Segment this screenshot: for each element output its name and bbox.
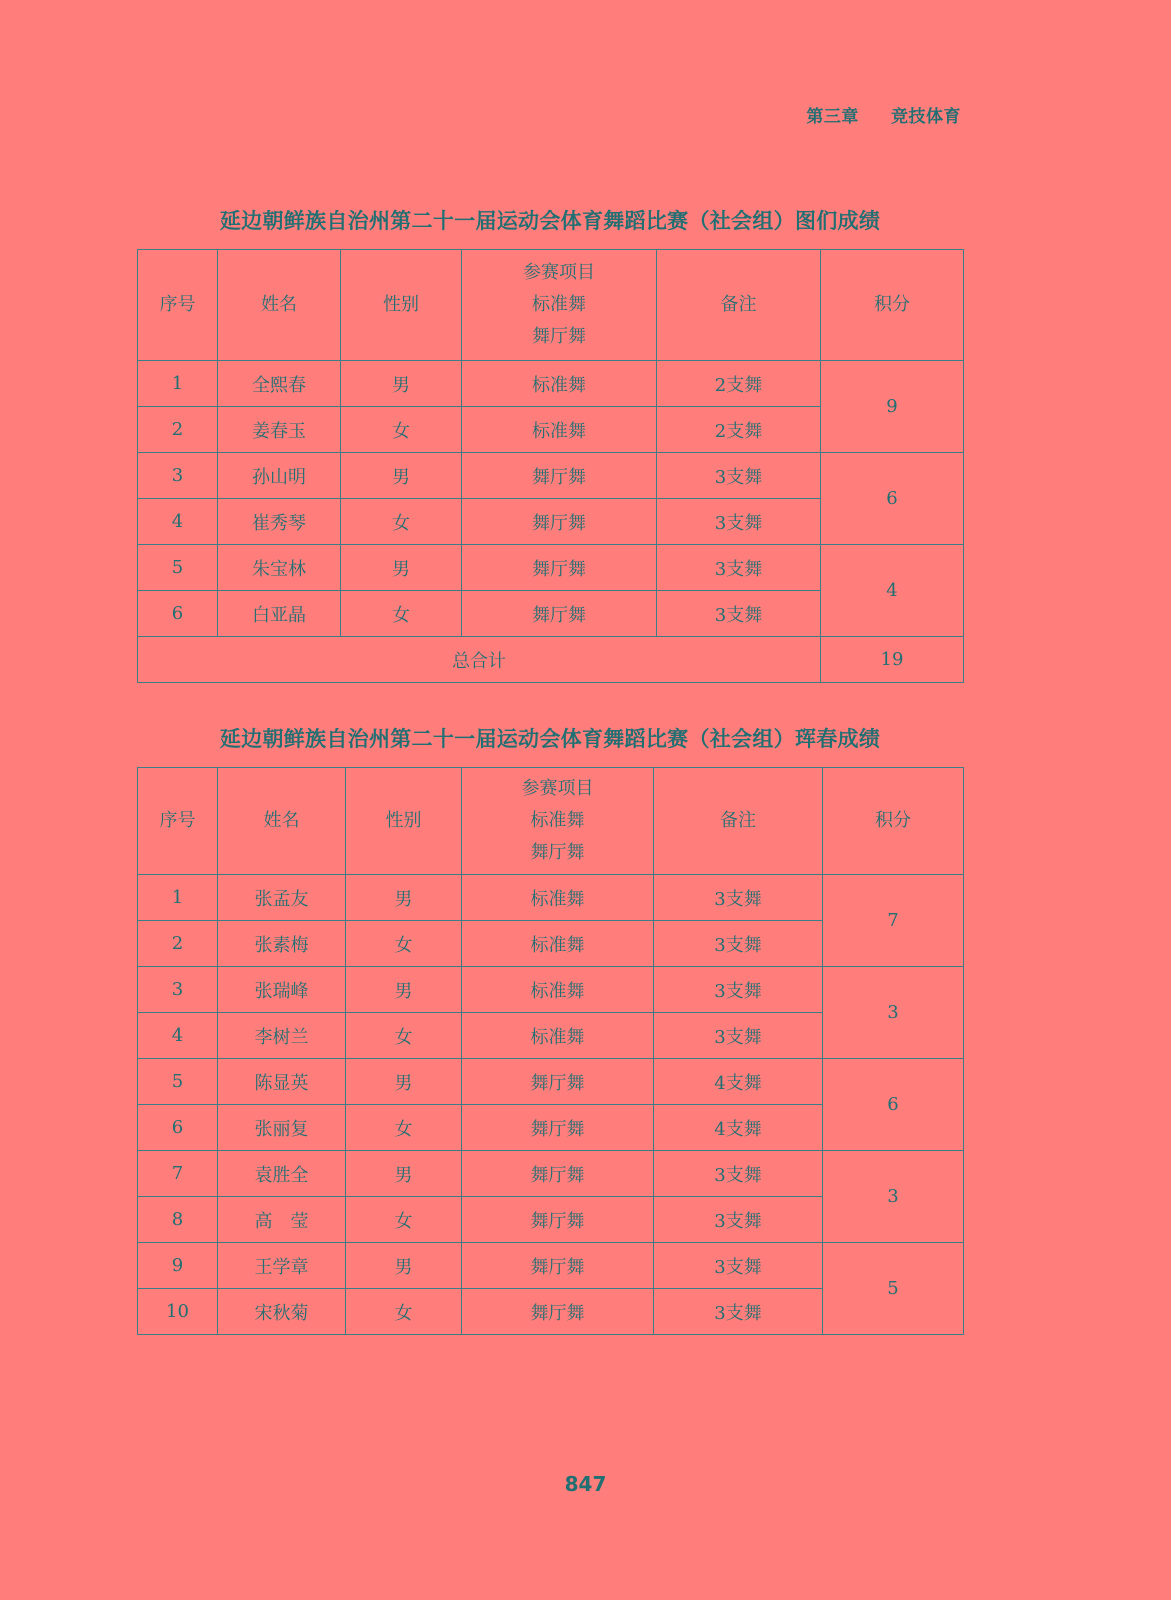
cell-index: 5: [138, 1059, 218, 1105]
col-index-header: 序号: [138, 768, 218, 875]
cell-index: 5: [138, 545, 218, 591]
cell-index: 4: [138, 1013, 218, 1059]
cell-score: 9: [821, 361, 964, 453]
table1-title: 延边朝鲜族自治州第二十一届运动会体育舞蹈比赛（社会组）图们成绩: [219, 209, 881, 233]
cell-score: 3: [823, 1151, 964, 1243]
project-header-line: 舞厅舞: [530, 842, 585, 863]
col-project-header: [462, 250, 657, 361]
col-gender-header: 性别: [341, 250, 462, 361]
cell-project: 舞厅舞: [462, 499, 657, 545]
table-row: [138, 1059, 964, 1105]
cell-gender: 男: [346, 1243, 462, 1289]
cell-project: 标准舞: [462, 361, 657, 407]
cell-gender: 男: [341, 453, 462, 499]
cell-project: 标准舞: [462, 875, 654, 921]
table-row: [138, 453, 964, 499]
col-note-header: 备注: [654, 768, 823, 875]
cell-name: 陈显英: [218, 1059, 346, 1105]
cell-project: 标准舞: [462, 407, 657, 453]
cell-gender: 女: [341, 407, 462, 453]
total-value: 19: [821, 637, 964, 683]
cell-gender: 女: [346, 921, 462, 967]
cell-index: 3: [138, 453, 218, 499]
page-number: 847: [564, 1472, 607, 1496]
cell-gender: 女: [341, 591, 462, 637]
cell-name: 张丽复: [218, 1105, 346, 1151]
cell-project: 舞厅舞: [462, 1059, 654, 1105]
cell-gender: 男: [346, 1059, 462, 1105]
col-project-header: [462, 768, 654, 875]
col-score-header: 积分: [823, 768, 964, 875]
cell-name: 宋秋菊: [218, 1289, 346, 1335]
cell-name: 朱宝林: [218, 545, 341, 591]
cell-project: 标准舞: [462, 967, 654, 1013]
cell-name: 张孟友: [218, 875, 346, 921]
cell-score: 3: [823, 967, 964, 1059]
cell-project: 舞厅舞: [462, 453, 657, 499]
cell-note: 3支舞: [654, 1013, 823, 1059]
table-row: [138, 361, 964, 407]
cell-gender: 男: [341, 361, 462, 407]
chapter-label: 第三章: [806, 107, 859, 127]
cell-index: 8: [138, 1197, 218, 1243]
table2-title: 延边朝鲜族自治州第二十一届运动会体育舞蹈比赛（社会组）珲春成绩: [219, 727, 881, 751]
cell-gender: 女: [346, 1105, 462, 1151]
cell-note: 3支舞: [657, 591, 821, 637]
cell-note: 3支舞: [654, 1289, 823, 1335]
col-index-header: 序号: [138, 250, 218, 361]
cell-project: 舞厅舞: [462, 545, 657, 591]
cell-name: 高 莹: [218, 1197, 346, 1243]
cell-project: 标准舞: [462, 921, 654, 967]
cell-index: 6: [138, 591, 218, 637]
cell-index: 2: [138, 921, 218, 967]
running-header: [806, 102, 961, 127]
cell-note: 3支舞: [654, 921, 823, 967]
cell-name: 姜春玉: [218, 407, 341, 453]
col-name-header: 姓名: [218, 768, 346, 875]
cell-note: 2支舞: [657, 361, 821, 407]
cell-note: 3支舞: [657, 545, 821, 591]
table2-header-row: [138, 768, 964, 875]
table1: [137, 249, 964, 683]
cell-name: 全熙春: [218, 361, 341, 407]
cell-project: 标准舞: [462, 1013, 654, 1059]
cell-score: 6: [821, 453, 964, 545]
total-row: [138, 637, 964, 683]
cell-score: 7: [823, 875, 964, 967]
cell-gender: 男: [341, 545, 462, 591]
cell-name: 张素梅: [218, 921, 346, 967]
cell-index: 7: [138, 1151, 218, 1197]
cell-note: 3支舞: [657, 453, 821, 499]
cell-gender: 女: [346, 1289, 462, 1335]
cell-gender: 男: [346, 875, 462, 921]
cell-note: 4支舞: [654, 1105, 823, 1151]
col-note-header: 备注: [657, 250, 821, 361]
cell-project: 舞厅舞: [462, 1289, 654, 1335]
cell-note: 3支舞: [654, 967, 823, 1013]
project-header-line: 标准舞: [530, 810, 585, 831]
col-score-header: 积分: [821, 250, 964, 361]
col-gender-header: 性别: [346, 768, 462, 875]
cell-score: 4: [821, 545, 964, 637]
cell-note: 3支舞: [654, 875, 823, 921]
cell-name: 白亚晶: [218, 591, 341, 637]
table2: [137, 767, 964, 1335]
cell-index: 1: [138, 361, 218, 407]
cell-name: 张瑞峰: [218, 967, 346, 1013]
cell-project: 舞厅舞: [462, 591, 657, 637]
cell-project: 舞厅舞: [462, 1105, 654, 1151]
cell-project: 舞厅舞: [462, 1197, 654, 1243]
table-row: [138, 1243, 964, 1289]
table-row: [138, 875, 964, 921]
cell-note: 3支舞: [654, 1243, 823, 1289]
cell-index: 9: [138, 1243, 218, 1289]
project-header-line: 参赛项目: [521, 778, 594, 799]
cell-index: 2: [138, 407, 218, 453]
cell-gender: 男: [346, 967, 462, 1013]
section-label: 竞技体育: [891, 107, 961, 127]
cell-note: 3支舞: [657, 499, 821, 545]
cell-gender: 女: [346, 1013, 462, 1059]
cell-index: 6: [138, 1105, 218, 1151]
cell-index: 4: [138, 499, 218, 545]
table-row: [138, 967, 964, 1013]
cell-gender: 女: [341, 499, 462, 545]
cell-name: 李树兰: [218, 1013, 346, 1059]
project-header-line: 舞厅舞: [532, 326, 586, 347]
cell-name: 孙山明: [218, 453, 341, 499]
table1-header-row: [138, 250, 964, 361]
cell-note: 2支舞: [657, 407, 821, 453]
cell-note: 3支舞: [654, 1197, 823, 1243]
cell-name: 王学章: [218, 1243, 346, 1289]
cell-gender: 男: [346, 1151, 462, 1197]
cell-index: 10: [138, 1289, 218, 1335]
total-label: 总合计: [138, 637, 821, 683]
cell-gender: 女: [346, 1197, 462, 1243]
cell-project: 舞厅舞: [462, 1243, 654, 1289]
cell-index: 3: [138, 967, 218, 1013]
cell-note: 3支舞: [654, 1151, 823, 1197]
cell-score: 5: [823, 1243, 964, 1335]
table-row: [138, 545, 964, 591]
cell-name: 崔秀琴: [218, 499, 341, 545]
cell-project: 舞厅舞: [462, 1151, 654, 1197]
cell-note: 4支舞: [654, 1059, 823, 1105]
cell-index: 1: [138, 875, 218, 921]
table-row: [138, 1151, 964, 1197]
cell-score: 6: [823, 1059, 964, 1151]
project-header-line: 标准舞: [532, 294, 586, 315]
col-name-header: 姓名: [218, 250, 341, 361]
project-header-line: 参赛项目: [523, 262, 595, 283]
cell-name: 袁胜全: [218, 1151, 346, 1197]
